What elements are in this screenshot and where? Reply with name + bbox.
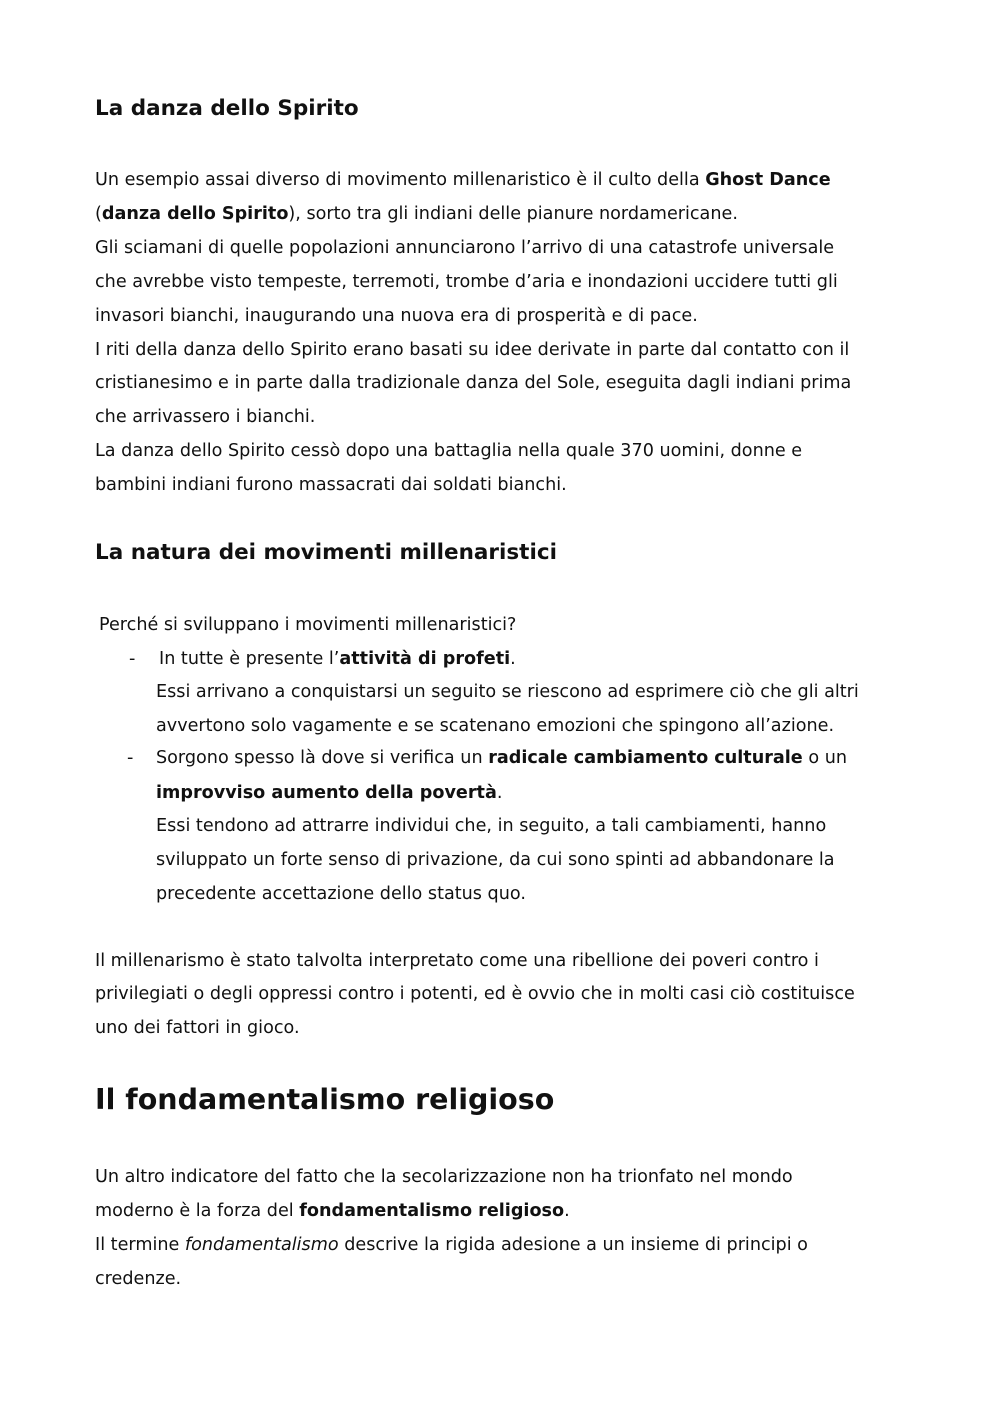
bold-term-fondamentalismo: fondamentalismo religioso (299, 1201, 565, 1221)
bold-term-poverta: improvviso aumento della povertà (156, 783, 497, 803)
bullet-line (156, 746, 847, 770)
paragraph-line: Un altro indicatore del fatto che la secolarizzazione non ha trionfato nel mondo (95, 1167, 793, 1187)
bullet-line: Essi arrivano a conquistarsi un seguito se riescono ad esprimere ciò che gli altri (156, 682, 859, 702)
text-span: descrive la rigida adesione a un insieme di principi o (338, 1235, 808, 1255)
paragraph-line (95, 1199, 570, 1223)
text-span: . (496, 783, 503, 803)
bullet-line (159, 647, 516, 671)
text-span: Sorgono spesso là dove si verifica un (156, 748, 489, 768)
paragraph-line: La danza dello Spirito cessò dopo una battaglia nella quale 370 uomini, donne e (95, 441, 803, 461)
bold-term-danza-spirito: danza dello Spirito (101, 204, 289, 224)
bullet-dash: - (129, 649, 136, 669)
bullet-line: avvertono solo vagamente e se scatenano emozioni che spingono all’azione. (156, 716, 835, 736)
text-span: Un esempio assai diverso di movimento millenaristico è il culto della (95, 170, 706, 190)
heading-danza-spirito: La danza dello Spirito (95, 96, 359, 121)
paragraph-line: che avrebbe visto tempeste, terremoti, trombe d’aria e inondazioni uccidere tutti gli (95, 272, 838, 292)
bold-term-cambiamento: radicale cambiamento culturale (488, 748, 803, 768)
paragraph-line: cristianesimo e in parte dalla tradizionale danza del Sole, eseguita dagli indiani prima (95, 373, 852, 393)
paragraph-line (95, 1233, 808, 1257)
text-span: ( (95, 204, 102, 224)
italic-term-fondamentalismo: fondamentalismo (184, 1235, 339, 1255)
paragraph-line: che arrivassero i bianchi. (95, 407, 316, 427)
paragraph-line: credenze. (95, 1269, 182, 1289)
heading-natura-movimenti: La natura dei movimenti millenaristici (95, 540, 557, 565)
text-span: ), sorto tra gli indiani delle pianure nordamericane. (288, 204, 738, 224)
text-span: moderno è la forza del (95, 1201, 300, 1221)
paragraph-line: invasori bianchi, inaugurando una nuova era di prosperità e di pace. (95, 306, 698, 326)
bullet-line: sviluppato un forte senso di privazione, da cui sono spinti ad abbandonare la (156, 850, 835, 870)
paragraph-line: bambini indiani furono massacrati dai soldati bianchi. (95, 475, 567, 495)
bold-term-ghost-dance: Ghost Dance (705, 170, 831, 190)
text-span: In tutte è presente l’ (159, 649, 340, 669)
bold-term-profeti: attività di profeti (339, 649, 511, 669)
paragraph-line: Il millenarismo è stato talvolta interpretato come una ribellione dei poveri contro i (95, 951, 819, 971)
text-span: . (564, 1201, 570, 1221)
paragraph-line: I riti della danza dello Spirito erano basati su idee derivate in parte dal contatto con il (95, 340, 850, 360)
bullet-line: precedente accettazione dello status quo. (156, 884, 526, 904)
paragraph-line: uno dei fattori in gioco. (95, 1018, 300, 1038)
text-span: Il termine (95, 1235, 185, 1255)
bullet-dash: - (127, 748, 134, 768)
bullet-line (156, 781, 502, 805)
bullet-line: Essi tendono ad attrarre individui che, in seguito, a tali cambiamenti, hanno (156, 816, 827, 836)
paragraph-line: privilegiati o degli oppressi contro i potenti, ed è ovvio che in molti casi ciò costituisce (95, 984, 855, 1004)
heading-fondamentalismo: Il fondamentalismo religioso (95, 1083, 555, 1116)
question-line: Perché si sviluppano i movimenti millenaristici? (99, 615, 517, 635)
text-span: o un (802, 748, 848, 768)
paragraph-line (95, 202, 738, 226)
text-span: . (510, 649, 516, 669)
paragraph-line: Gli sciamani di quelle popolazioni annunciarono l’arrivo di una catastrofe universale (95, 238, 835, 258)
paragraph-line (95, 168, 831, 192)
